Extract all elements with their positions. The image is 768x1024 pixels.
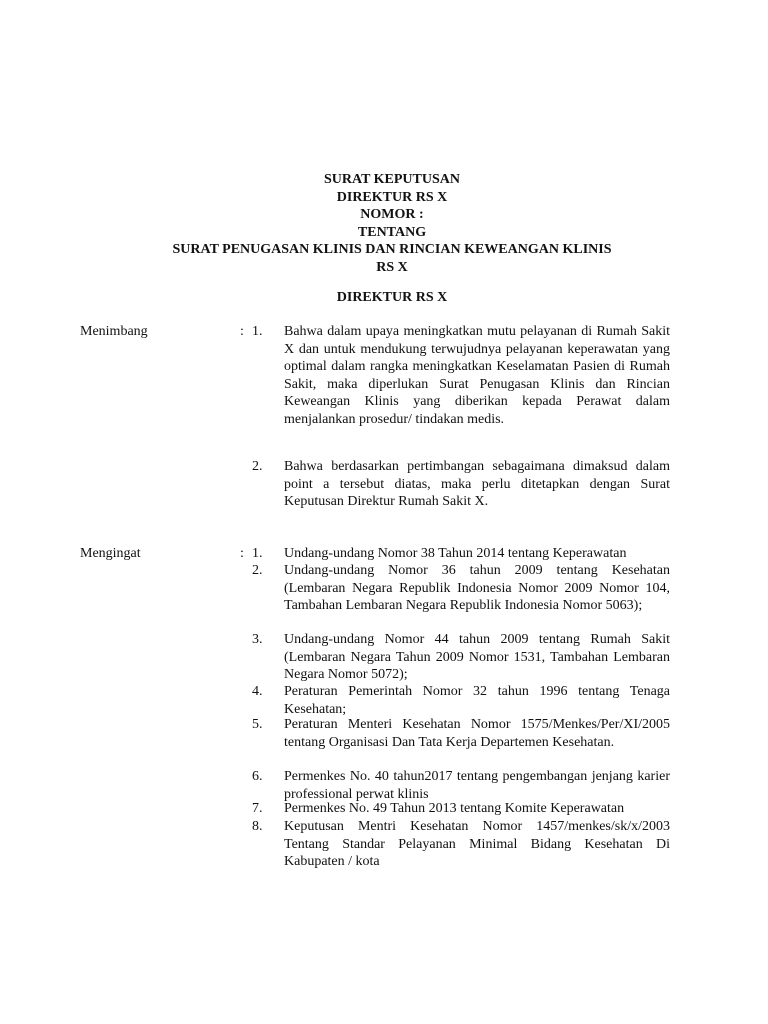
mengingat-item xyxy=(252,716,670,751)
mengingat-item xyxy=(252,800,670,818)
item-number: 2. xyxy=(252,459,263,474)
menimbang-colon: : xyxy=(240,324,244,339)
menimbang-label: Menimbang xyxy=(80,324,148,339)
item-text: Undang-undang Nomor 44 tahun 2009 tentang Rumah Sakit (Lembaran Negara Tahun 2009 Nomor 1531, Tambahan Lembaran Negara Nomor 5072); xyxy=(284,632,670,682)
mengingat-item xyxy=(252,768,670,803)
item-text: Keputusan Mentri Kesehatan Nomor 1457/menkes/sk/x/2003 Tentang Standar Pelayanan Minimal Bidang Kesehatan Di Kabupaten / kota xyxy=(284,819,670,869)
item-number: 3. xyxy=(252,632,263,647)
item-number: 8. xyxy=(252,819,263,834)
item-text: Peraturan Pemerintah Nomor 32 tahun 1996 tentang Tenaga Kesehatan; xyxy=(284,684,670,717)
title-line: DIREKTUR RS X xyxy=(336,189,448,205)
mengingat-item xyxy=(252,683,670,718)
title-line: NOMOR : xyxy=(360,207,424,223)
item-text: Bahwa dalam upaya meningkatkan mutu pelayanan di Rumah Sakit X dan untuk mendukung terwujudnya pelayanan keperawatan yang optimal dalam rangka meningkatkan Keselamatan Pasien di Rumah Sakit, maka diperlukan Surat Penugasan Klinis dan Rincian Keweangan Klinis yang diberikan kepada Perawat dalam menjalankan prosedur/ tindakan medis. xyxy=(284,324,670,427)
item-text: Permenkes No. 49 Tahun 2013 tentang Komite Keperawatan xyxy=(284,801,625,816)
item-text: Peraturan Menteri Kesehatan Nomor 1575/Menkes/Per/XI/2005 tentang Organisasi Dan Tata Kerja Departemen Kesehatan. xyxy=(284,717,670,750)
item-number: 1. xyxy=(252,546,263,561)
menimbang-item xyxy=(252,323,670,428)
mengingat-item xyxy=(252,562,670,615)
item-number: 6. xyxy=(252,769,263,784)
title-line: RS X xyxy=(376,259,408,275)
mengingat-item xyxy=(252,818,670,871)
director-heading: DIREKTUR RS X xyxy=(336,290,448,305)
item-text: Undang-undang Nomor 36 tahun 2009 tentang Kesehatan (Lembaran Negara Republik Indonesia Nomor 2009 Nomor 104, Tambahan Lembaran Negara Republik Indonesia Nomor 5063); xyxy=(284,563,670,613)
mengingat-label: Mengingat xyxy=(80,546,141,561)
item-number: 5. xyxy=(252,717,263,732)
title-line: SURAT PENUGASAN KLINIS DAN RINCIAN KEWEANGAN KLINIS xyxy=(172,242,612,258)
item-text: Permenkes No. 40 tahun2017 tentang pengembangan jenjang karier professional perwat klinis xyxy=(284,769,670,802)
item-number: 4. xyxy=(252,684,263,699)
mengingat-item xyxy=(252,545,670,563)
item-number: 1. xyxy=(252,324,263,339)
title-line: SURAT KEPUTUSAN xyxy=(323,172,460,187)
item-number: 7. xyxy=(252,801,263,816)
item-number: 2. xyxy=(252,563,263,578)
mengingat-colon: : xyxy=(240,546,244,561)
menimbang-item xyxy=(252,458,670,511)
item-text: Bahwa berdasarkan pertimbangan sebagaimana dimaksud dalam point a tersebut diatas, maka perlu ditetapkan dengan Surat Keputusan Direktur Rumah Sakit X. xyxy=(284,459,670,509)
title-line: TENTANG xyxy=(357,224,427,240)
document-title-block xyxy=(0,171,768,277)
mengingat-item xyxy=(252,631,670,684)
item-text: Undang-undang Nomor 38 Tahun 2014 tentang Keperawatan xyxy=(284,546,627,561)
